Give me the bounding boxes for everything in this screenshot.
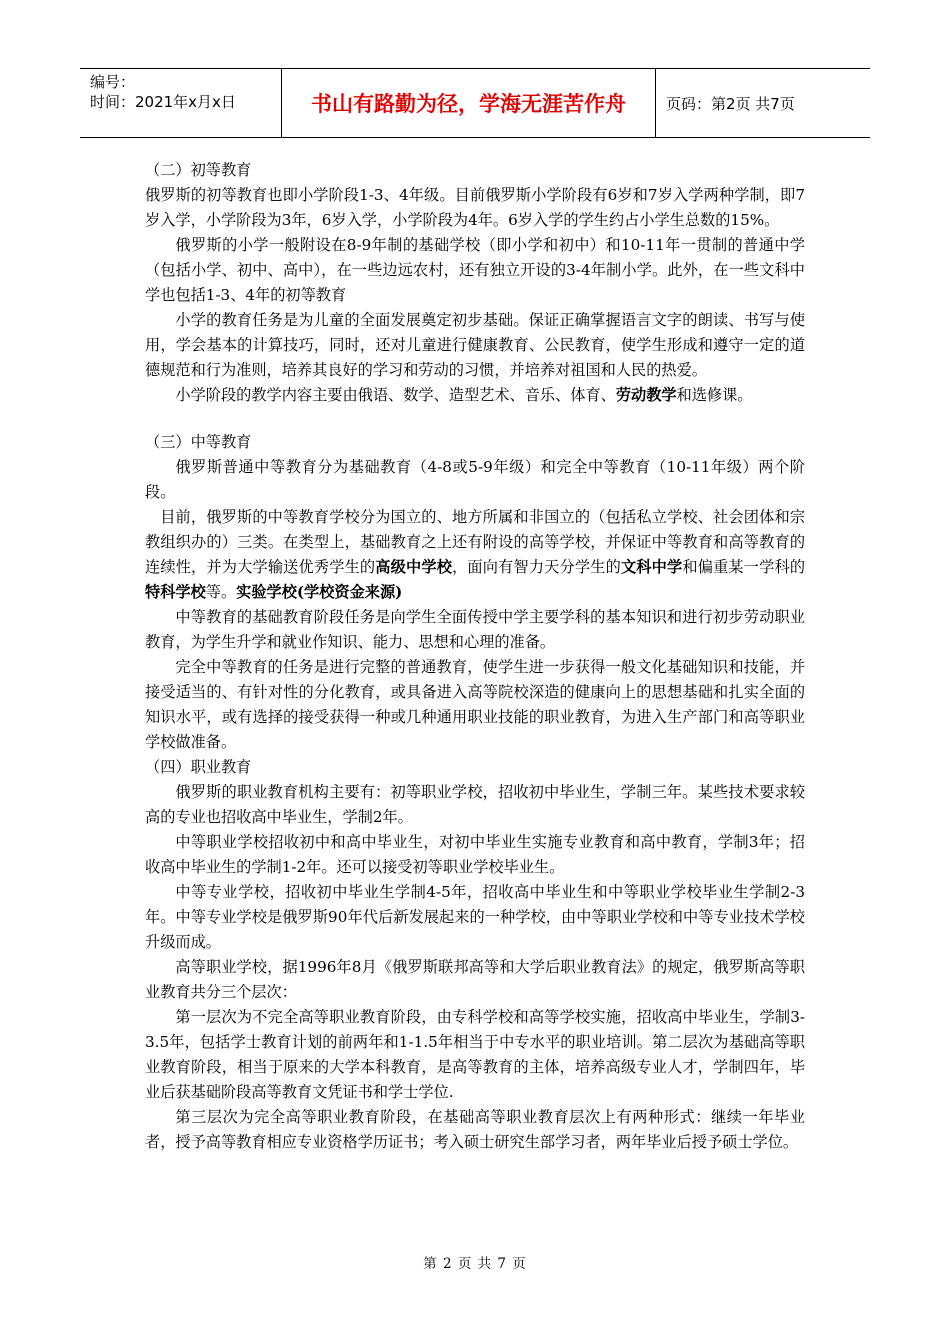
- text-run: 小学阶段的教学内容主要由俄语、数学、造型艺术、音乐、体育、: [175, 386, 616, 404]
- bold-term: 高级中学校: [375, 558, 453, 576]
- text-run: ，面向有智力天分学生的: [452, 558, 621, 576]
- code-label: 编号：: [90, 73, 136, 91]
- section-title-primary: （二）初等教育: [145, 161, 252, 179]
- paragraph: 中等专业学校，招收初中毕业生学制4-5年，招收高中毕业生和中等职业学校毕业生学制2-3年。中等专业学校是俄罗斯90年代后新发展起来的一种学校，由中等职业学校和中等专业技术学校升级而成。: [145, 883, 805, 951]
- section-title-vocational: （四）职业教育: [145, 758, 252, 776]
- bold-term: 特科学校: [145, 583, 206, 601]
- paragraph: [145, 383, 805, 408]
- text-run: 目前，俄罗斯的中等教育学校分为国立的、地方所属和非国立的（包括私立学校、社会团体和宗教组织办的）三类。在类型上，基础教育之上还有附设的高等学校，并保证中等教育和高等教育的连续性，并为大学输送优秀学生的: [145, 508, 805, 576]
- paragraph: 小学的教育任务是为儿童的全面发展奠定初步基础。保证正确掌握语言文字的朗读、书写与使用，学会基本的计算技巧，同时，还对儿童进行健康教育、公民教育，使学生形成和遵守一定的道德规范和行为准则，培养其良好的学习和劳动的习惯，并培养对祖国和人民的热爱。: [145, 311, 805, 379]
- bold-term: 文科中学: [620, 558, 683, 576]
- paragraph: 中等职业学校招收初中和高中毕业生，对初中毕业生实施专业教育和高中教育，学制3年；招收高中毕业生的学制1-2年。还可以接受初等职业学校毕业生。: [145, 833, 805, 876]
- document-body: [145, 158, 805, 1155]
- paragraph: 高等职业学校，据1996年8月《俄罗斯联邦高等和大学后职业教育法》的规定，俄罗斯高等职业教育共分三个层次：: [145, 958, 805, 1001]
- paragraph: 俄罗斯的小学一般附设在8-9年制的基础学校（即小学和初中）和10-11年一贯制的普通中学（包括小学、初中、高中），在一些边远农村，还有独立开设的3-4年制小学。此外，在一些文科中学也包括1-3、4年的初等教育: [145, 236, 805, 304]
- header-page-info: 页码：第2页 共7页: [666, 94, 795, 113]
- paragraph: 俄罗斯的初等教育也即小学阶段1-3、4年级。目前俄罗斯小学阶段有6岁和7岁入学两种学制，即7岁入学，小学阶段为3年，6岁入学，小学阶段为4年。6岁入学的学生约占小学生总数的15%。: [145, 186, 805, 229]
- page-header: [80, 68, 870, 138]
- paragraph: 完全中等教育的任务是进行完整的普通教育，使学生进一步获得一般文化基础知识和技能，并接受适当的、有针对性的分化教育，或具备进入高等院校深造的健康向上的思想基础和扎实全面的知识水平，或有选择的接受获得一种或几种通用职业技能的职业教育，为进入生产部门和高等职业学校做准备。: [145, 658, 805, 751]
- text-run: 等。: [205, 583, 237, 601]
- paragraph: 第一层次为不完全高等职业教育阶段，由专科学校和高等学校实施，招收高中毕业生，学制3-3.5年，包括学士教育计划的前两年和1-1.5年相当于中专水平的职业培训。第二层次为基础高等职业教育阶段，相当于原来的大学本科教育，是高等教育的主体，培养高级专业人才，学制四年，毕业后获基础阶段高等教育文凭证书和学士学位.: [145, 1008, 805, 1101]
- page-footer: 第 2 页 共 7 页: [423, 1256, 527, 1272]
- spacer: [145, 408, 805, 430]
- date-label: 时间：2021年x月x日: [90, 93, 236, 111]
- header-info-cell: [80, 69, 282, 137]
- section-title-secondary: （三）中等教育: [145, 433, 252, 451]
- header-motto: 书山有路勤为径，学海无涯苦作舟: [282, 69, 656, 137]
- paragraph: 第三层次为完全高等职业教育阶段，在基础高等职业教育层次上有两种形式：继续一年毕业者，授予高等教育相应专业资格学历证书；考入硕士研究生部学习者，两年毕业后授予硕士学位。: [145, 1108, 805, 1151]
- bold-term: 劳动教学: [615, 386, 677, 404]
- paragraph: [145, 505, 805, 605]
- bold-term: 实验学校(学校资金来源): [236, 583, 403, 601]
- text-run: 和选修课。: [676, 386, 753, 404]
- text-run: 和偏重某一学科的: [682, 558, 806, 576]
- paragraph: 俄罗斯的职业教育机构主要有：初等职业学校，招收初中毕业生，学制三年。某些技术要求较高的专业也招收高中毕业生，学制2年。: [145, 783, 805, 826]
- paragraph: 中等教育的基础教育阶段任务是向学生全面传授中学主要学科的基本知识和进行初步劳动职业教育，为学生升学和就业作知识、能力、思想和心理的准备。: [145, 608, 805, 651]
- paragraph: 俄罗斯普通中等教育分为基础教育（4-8或5-9年级）和完全中等教育（10-11年级）两个阶段。: [145, 458, 805, 501]
